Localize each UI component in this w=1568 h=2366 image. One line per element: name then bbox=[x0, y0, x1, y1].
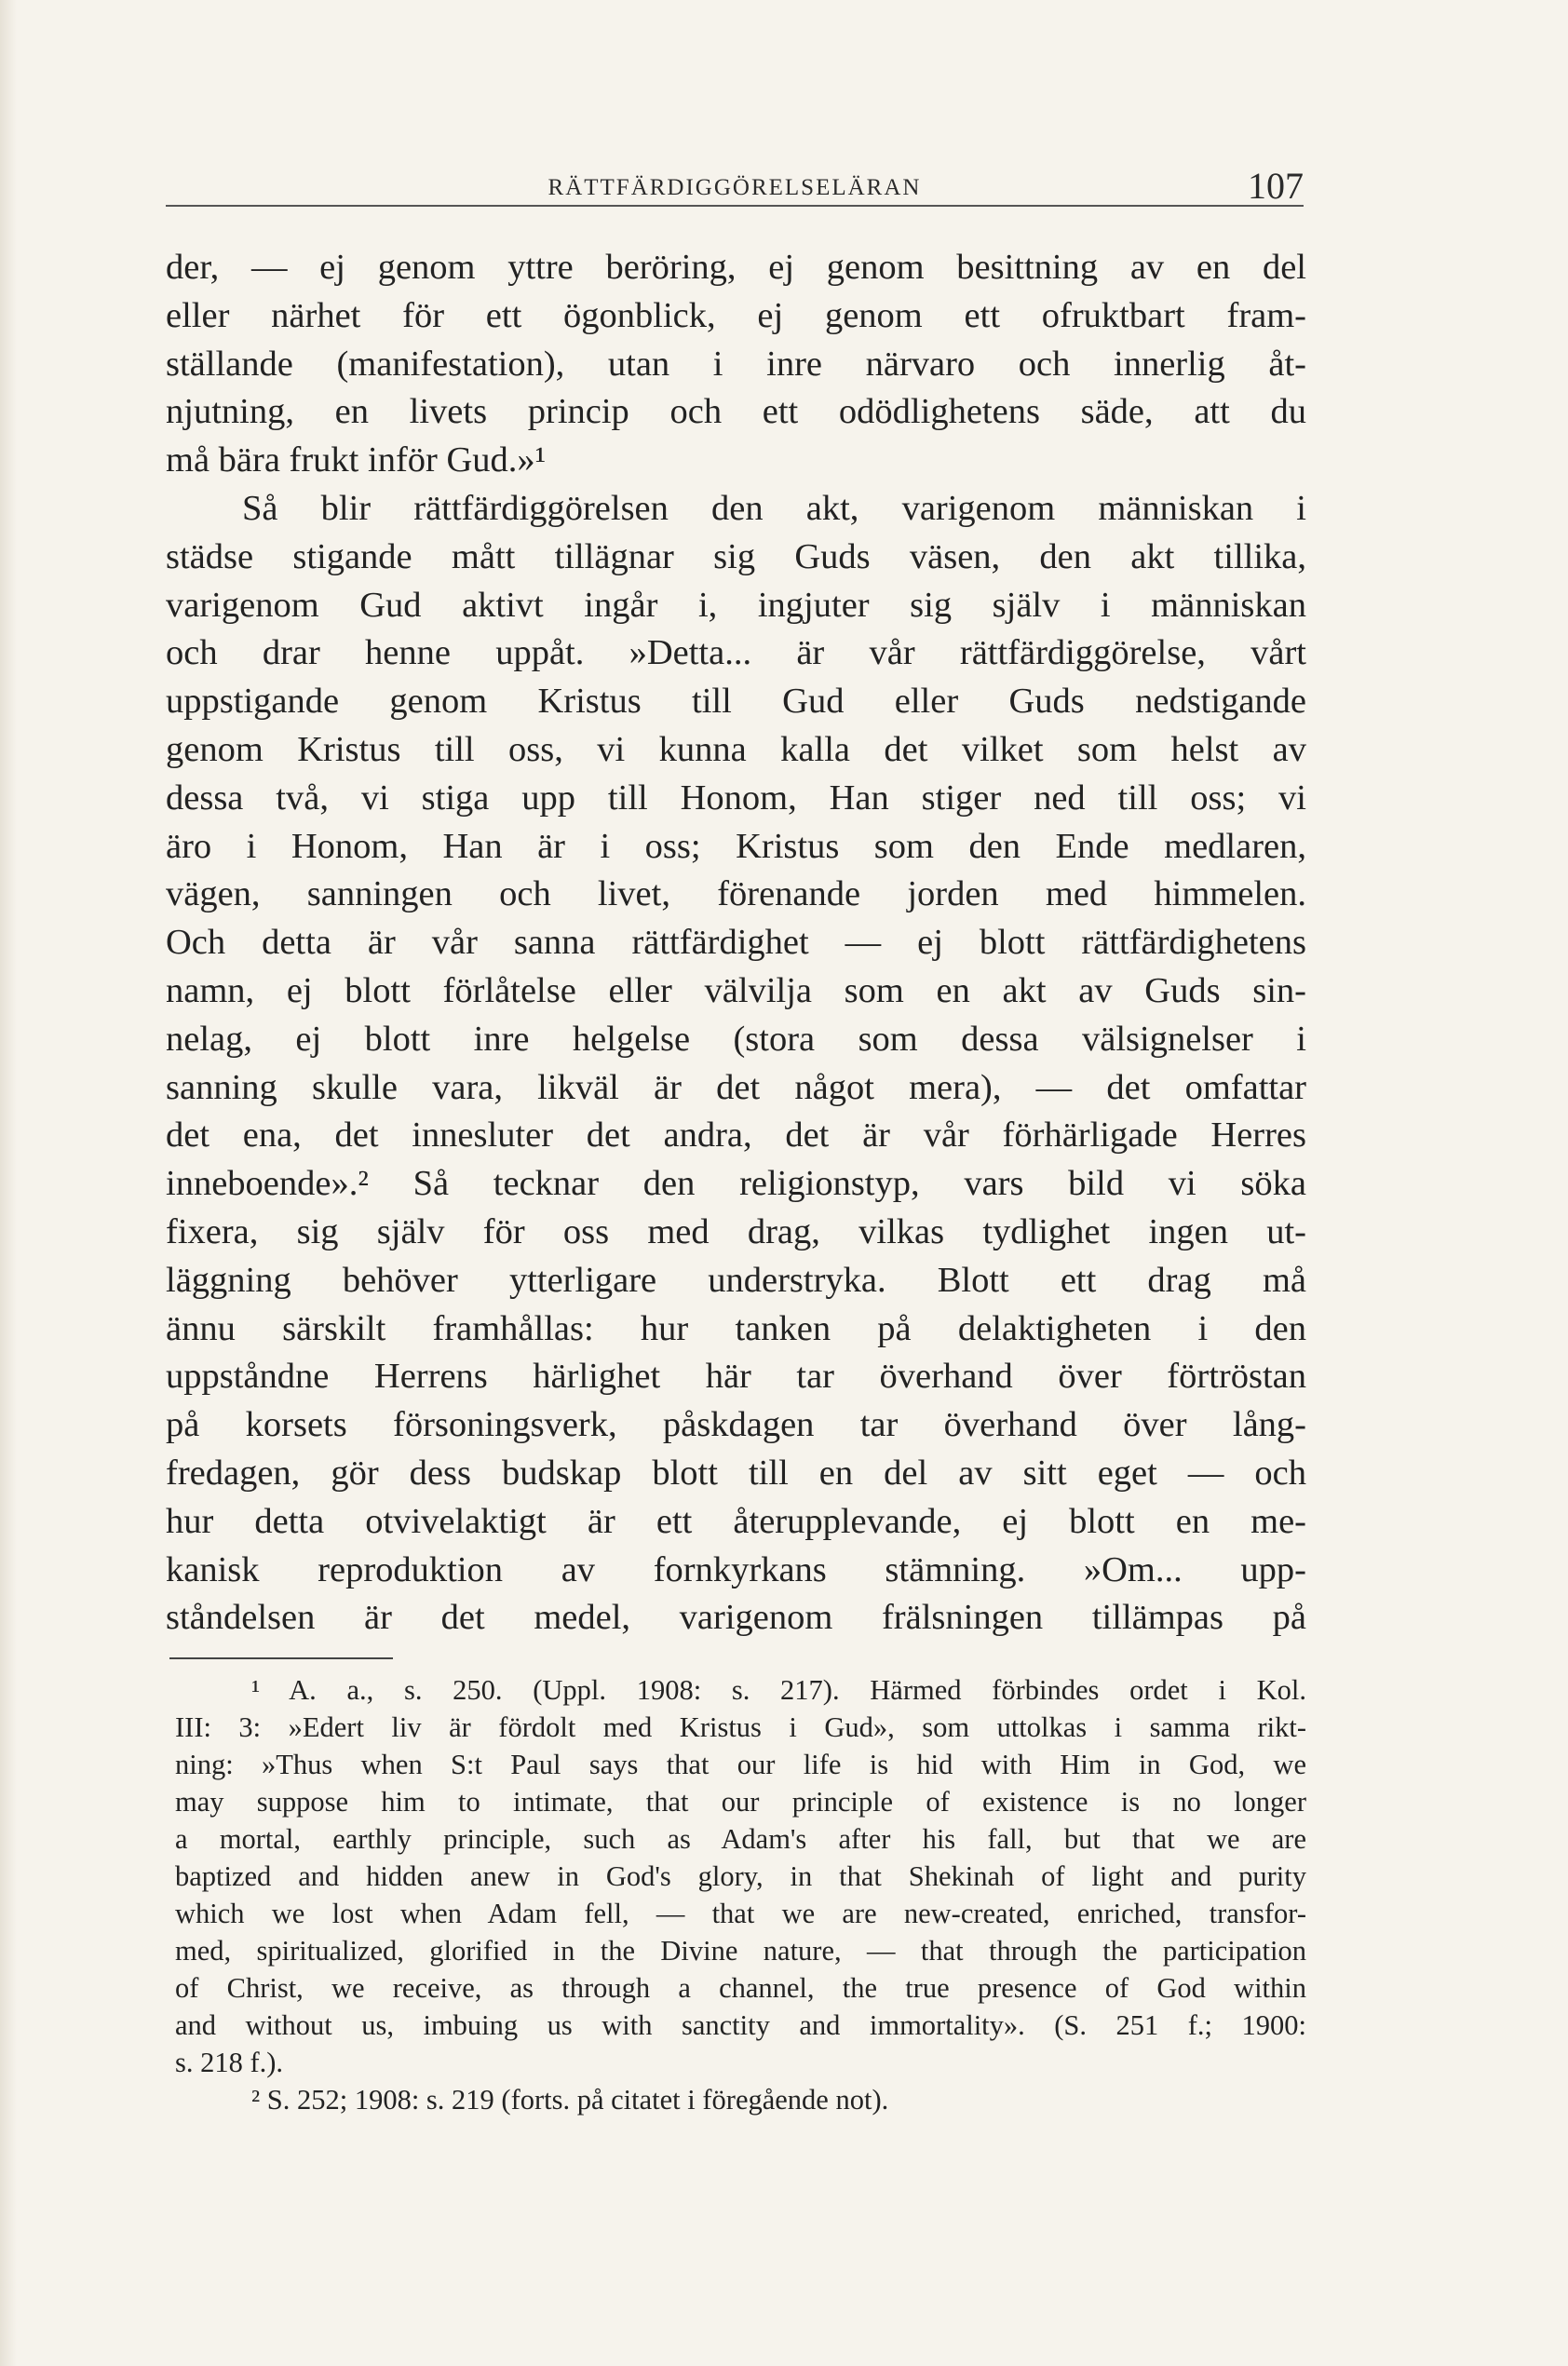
page-header bbox=[166, 158, 1304, 207]
body-line-3: ställande (manifestation), utan i inre närvaro och innerlig åt- bbox=[166, 344, 1306, 384]
body-line-21: fixera, sig själv för oss med drag, vilkas tydlighet ingen ut- bbox=[166, 1211, 1306, 1251]
footnote-line-1: ¹ A. a., s. 250. (Uppl. 1908: s. 217). Härmed förbindes ordet i Kol. bbox=[251, 1674, 1306, 1706]
body-line-29: ståndelsen är det medel, varigenom frälsningen tillämpas på bbox=[166, 1598, 1306, 1638]
footnote-line-3: ning: »Thus when S:t Paul says that our life is hid with Him in God, we bbox=[175, 1749, 1306, 1780]
body-line-18: sanning skulle vara, likväl är det något mera), — det omfattar bbox=[166, 1067, 1306, 1107]
body-line-14: vägen, sanningen och livet, förenande jorden med himmelen. bbox=[166, 874, 1306, 914]
body-line-12: dessa två, vi stiga upp till Honom, Han stiger ned till oss; vi bbox=[166, 777, 1306, 818]
body-line-23: ännu särskilt framhållas: hur tanken på delaktigheten i den bbox=[166, 1308, 1306, 1348]
body-line-25: på korsets försoningsverk, påskdagen tar överhand över lång- bbox=[166, 1405, 1306, 1445]
body-line-22: läggning behöver ytterligare understryka. Blott ett drag må bbox=[166, 1260, 1306, 1300]
body-line-17: nelag, ej blott inre helgelse (stora som dessa välsignelser i bbox=[166, 1019, 1306, 1059]
body-line-2: eller närhet för ett ögonblick, ej genom ett ofruktbart fram- bbox=[166, 295, 1306, 335]
body-line-19: det ena, det innesluter det andra, det är vår förhärligade Herres bbox=[166, 1115, 1306, 1156]
body-line-27: hur detta otvivelaktigt är ett återupplevande, ej blott en me- bbox=[166, 1501, 1306, 1541]
body-line-10: uppstigande genom Kristus till Gud eller Guds nedstigande bbox=[166, 682, 1306, 722]
running-head: RÄTTFÄRDIGGÖRELSELÄRAN bbox=[547, 175, 922, 200]
body-line-20: inneboende».² Så tecknar den religionstyp, vars bild vi söka bbox=[166, 1164, 1306, 1204]
body-line-24: uppståndne Herrens härlighet här tar överhand över förtröstan bbox=[166, 1357, 1306, 1397]
footnote-line-10: and without us, imbuing us with sanctity and immortality». (S. 251 f.; 1900: bbox=[175, 2009, 1306, 2041]
footnote-line-12: ² S. 252; 1908: s. 219 (forts. på citatet i föregående not). bbox=[251, 2084, 889, 2116]
body-line-4: njutning, en livets princip och ett odödlighetens säde, att du bbox=[166, 392, 1306, 432]
body-line-13: äro i Honom, Han är i oss; Kristus som den Ende medlaren, bbox=[166, 826, 1306, 866]
footnote-line-2: III: 3: »Edert liv är fördolt med Kristus i Gud», som uttolkas i samma rikt- bbox=[175, 1711, 1306, 1743]
body-line-9: och drar henne uppåt. »Detta... är vår rättfärdiggörelse, vårt bbox=[166, 633, 1306, 673]
body-line-5: må bära frukt inför Gud.»¹ bbox=[166, 440, 547, 480]
body-line-28: kanisk reproduktion av fornkyrkans stämning. »Om... upp- bbox=[166, 1549, 1306, 1589]
page-edge-shadow bbox=[0, 0, 17, 2366]
body-line-1: der, — ej genom yttre beröring, ej genom besittning av en del bbox=[166, 248, 1306, 287]
footnote-line-9: of Christ, we receive, as through a channel, the true presence of God within bbox=[175, 1972, 1306, 2004]
body-line-7: städse stigande mått tillägnar sig Guds väsen, den akt tillika, bbox=[166, 536, 1306, 576]
body-line-16: namn, ej blott förlåtelse eller välvilja som en akt av Guds sin- bbox=[166, 970, 1306, 1010]
footnote-line-4: may suppose him to intimate, that our principle of existence is no longer bbox=[175, 1786, 1306, 1818]
body-line-8: varigenom Gud aktivt ingår i, ingjuter sig själv i människan bbox=[166, 585, 1306, 625]
body-line-11: genom Kristus till oss, vi kunna kalla det vilket som helst av bbox=[166, 729, 1306, 769]
page-number: 107 bbox=[1248, 165, 1304, 207]
footnote-line-7: which we lost when Adam fell, — that we are new-created, enriched, transfor- bbox=[175, 1898, 1306, 1929]
body-text bbox=[166, 244, 1306, 1643]
body-line-6: Så blir rättfärdiggörelsen den akt, varigenom människan i bbox=[242, 488, 1306, 528]
footnote-line-5: a mortal, earthly principle, such as Adam's after his fall, but that we are bbox=[175, 1823, 1306, 1855]
body-line-26: fredagen, gör dess budskap blott till en del av sitt eget — och bbox=[166, 1453, 1306, 1493]
body-line-15: Och detta är vår sanna rättfärdighet — ej blott rättfärdighetens bbox=[166, 923, 1306, 963]
footnote-rule bbox=[169, 1657, 393, 1659]
footnote-line-8: med, spiritualized, glorified in the Divine nature, — that through the participation bbox=[175, 1935, 1306, 1967]
footnotes bbox=[175, 1671, 1306, 2118]
footnote-line-11: s. 218 f.). bbox=[175, 2047, 284, 2078]
footnote-line-6: baptized and hidden anew in God's glory, in that Shekinah of light and purity bbox=[175, 1860, 1306, 1892]
